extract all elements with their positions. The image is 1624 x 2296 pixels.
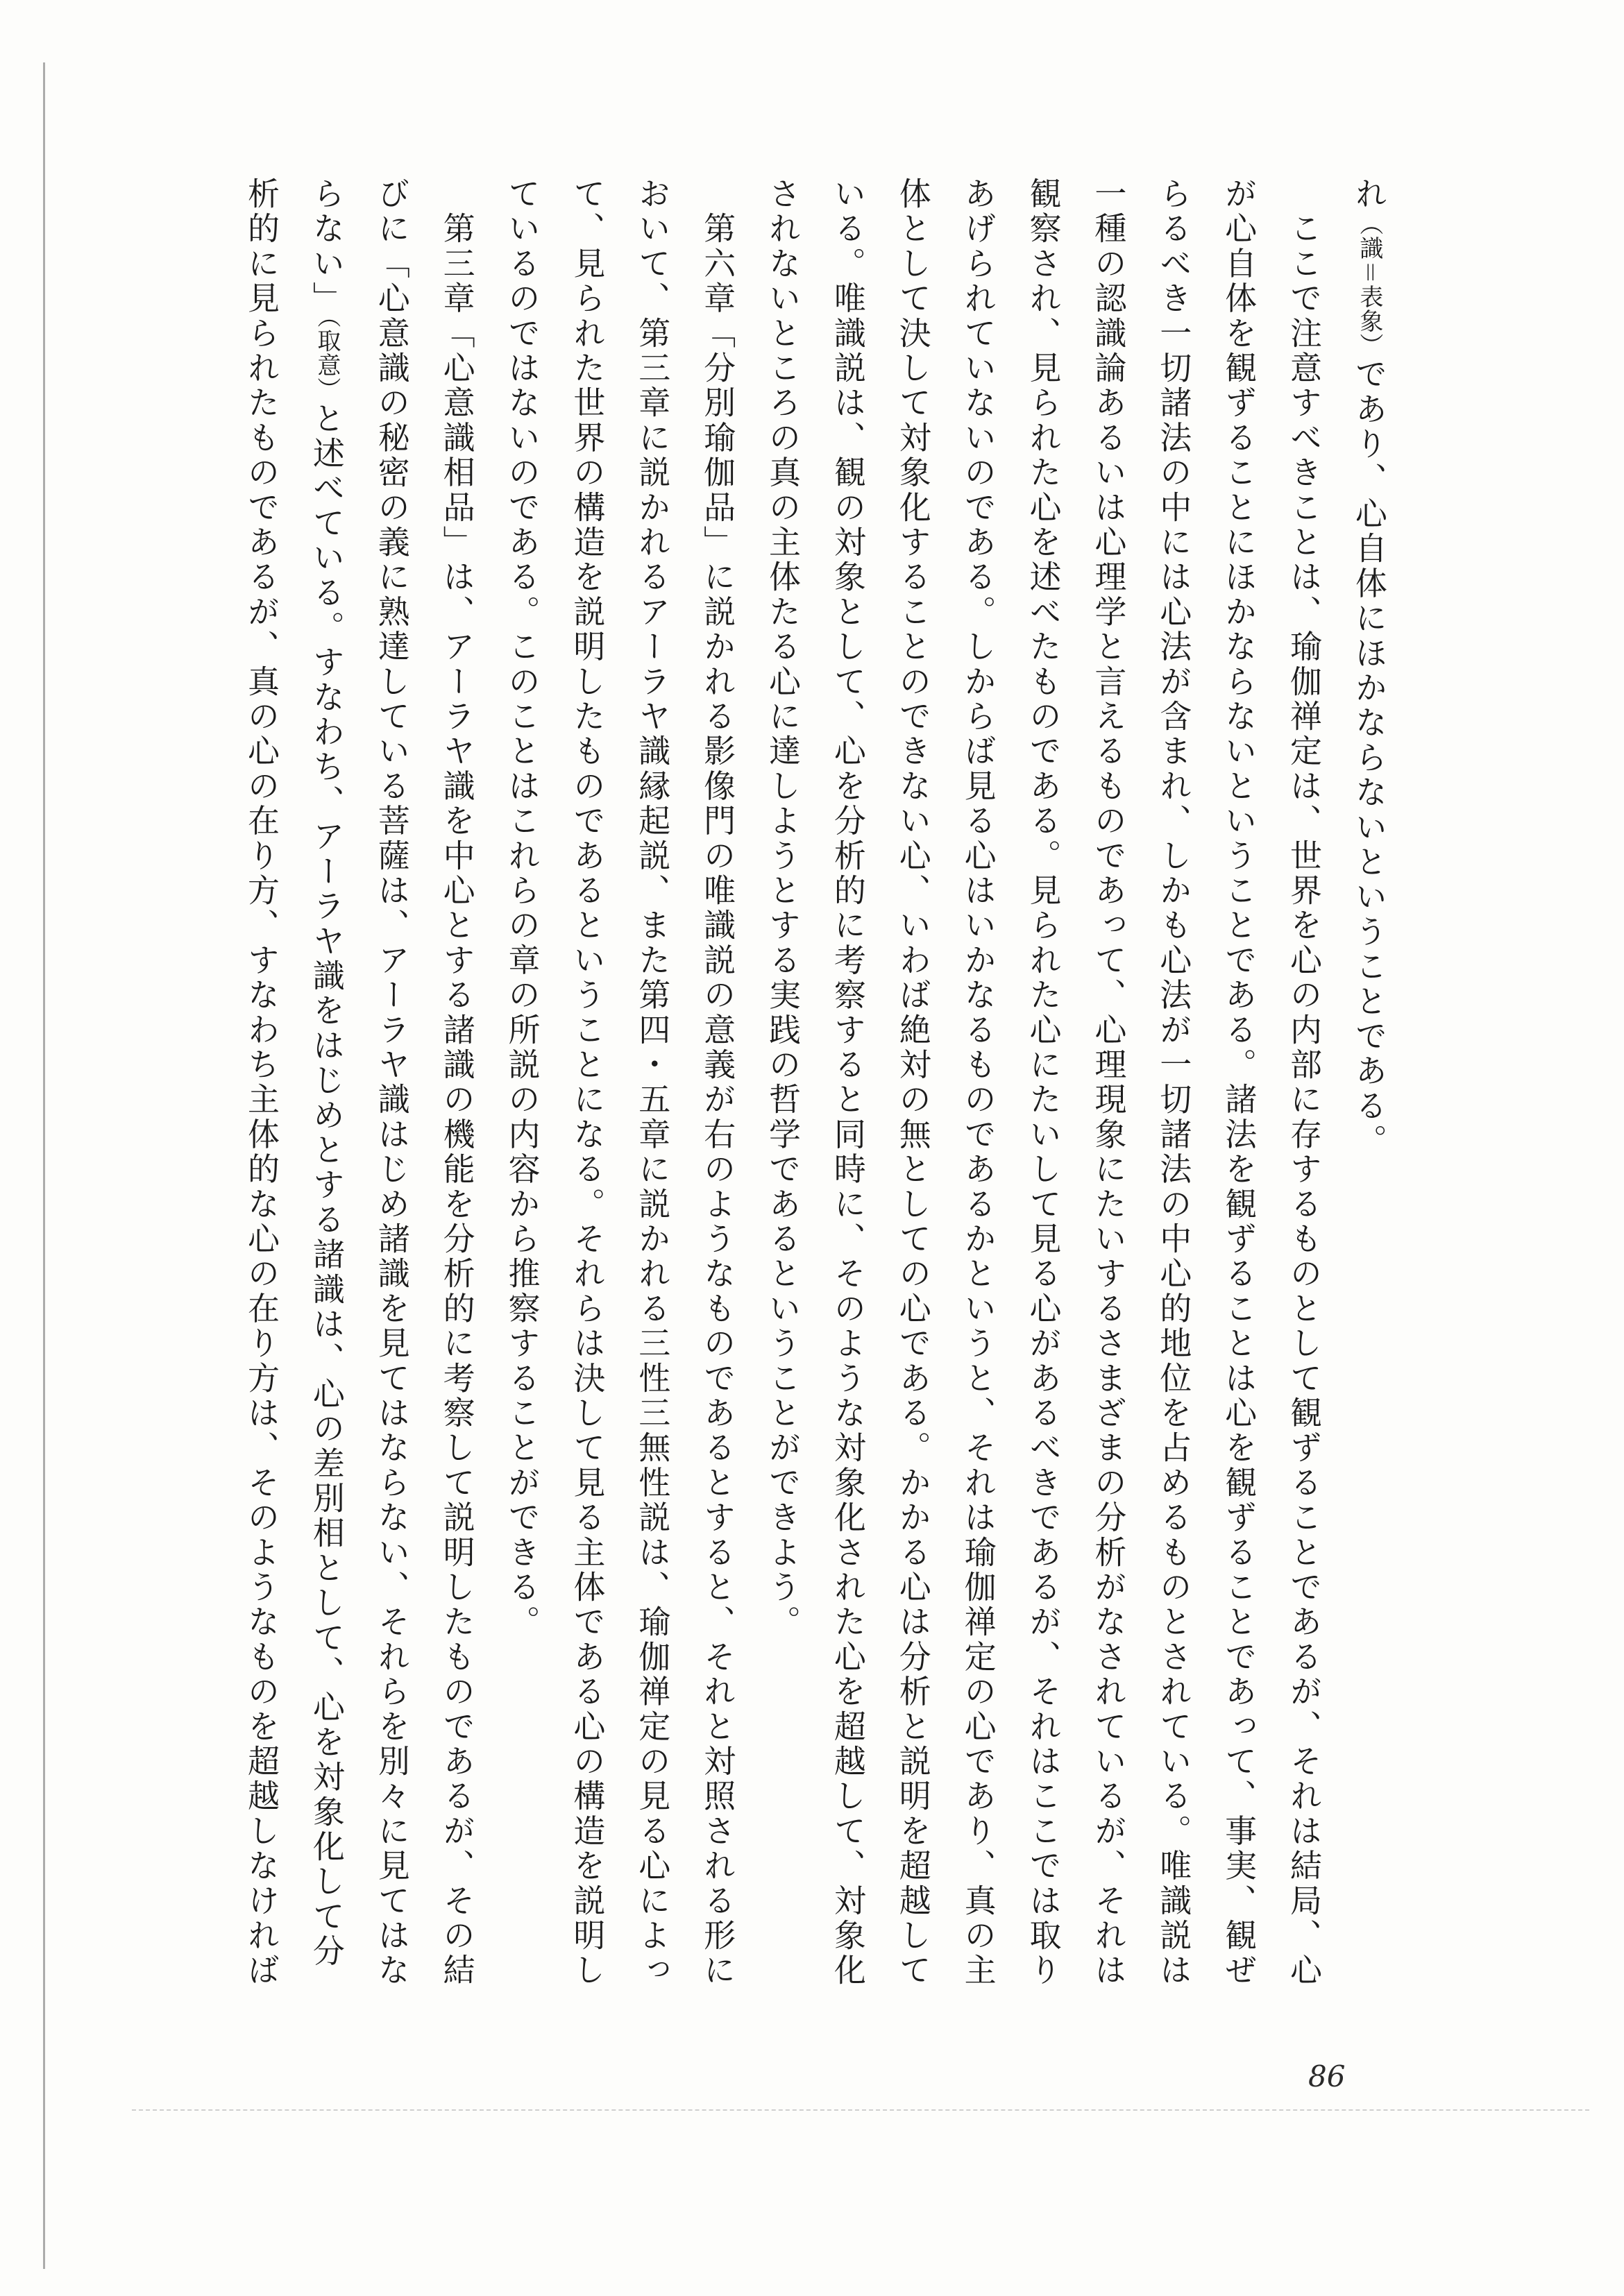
text-column: いる。唯識説は、観の対象として、心を分析的に考察すると同時に、そのような対象化された心を超越して、対象化 <box>829 177 867 1989</box>
footer-divider <box>132 2109 1589 2111</box>
text-column: おいて、第三章に説かれるアーラヤ識縁起説、また第四・五章に説かれる三性三無性説は、瑜伽禅定の見る心によっ <box>634 177 672 1989</box>
text-column: ここで注意すべきことは、瑜伽禅定は、世界を心の内部に存するものとして観ずることであるが、それは結局、心 <box>1285 177 1323 1989</box>
text-column: が心自体を観ずることにほかならないということである。諸法を観ずることは心を観ずることであって、事実、観ぜ <box>1220 177 1258 1989</box>
text-column: されないところの真の主体たる心に達しようとする実践の哲学であるということができよう。 <box>764 177 802 1640</box>
text-column: ているのではないのである。このことはこれらの章の所説の内容から推察することができる。 <box>503 177 541 1640</box>
text-column: らない」（取意）と述べている。すなわち、アーラヤ識をはじめとする諸識は、心の差別相として、心を対象化して分 <box>307 177 346 1969</box>
text-column: あげられていないのである。しからば見る心はいかなるものであるかというと、それは瑜伽禅定の心であり、真の主 <box>959 177 997 1989</box>
text-column: 第三章「心意識相品」は、アーラヤ識を中心とする諸識の機能を分析的に考察して説明したものであるが、その結 <box>438 177 476 1989</box>
page-number: 86 <box>1308 2059 1346 2093</box>
text-column: びに「心意識の秘密の義に熟達している菩薩は、アーラヤ識はじめ諸識を見てはならない、それらを別々に見てはな <box>373 177 411 1989</box>
text-column: 観察され、見られた心を述べたものである。見られた心にたいして見る心があるべきであるが、それはここでは取り <box>1024 177 1063 1989</box>
text-column: 第六章「分別瑜伽品」に説かれる影像門の唯識説の意義が右のようなものであるとすると、それと対照される形に <box>699 177 737 1989</box>
binding-edge-line <box>43 62 45 2269</box>
vertical-text-block <box>243 177 1388 1989</box>
text-column: らるべき一切諸法の中には心法が含まれ、しかも心法が一切諸法の中心的地位を占めるものとされている。唯識説は <box>1155 177 1193 1989</box>
text-column: て、見られた世界の構造を説明したものであるということになる。それらは決して見る主体である心の構造を説明し <box>568 177 607 1989</box>
text-column: 一種の認識論あるいは心理学と言えるものであって、心理現象にたいするさまざまの分析がなされているが、それは <box>1090 177 1128 1989</box>
text-column: れ（識＝表象）であり、心自体にほかならないということである。 <box>1350 177 1388 1159</box>
text-column: 体として決して対象化することのできない心、いわば絶対の無としての心である。かかる心は分析と説明を超越して <box>894 177 932 1989</box>
text-column: 析的に見られたものであるが、真の心の在り方、すなわち主体的な心の在り方は、そのようなものを超越しなければ <box>243 177 280 1989</box>
